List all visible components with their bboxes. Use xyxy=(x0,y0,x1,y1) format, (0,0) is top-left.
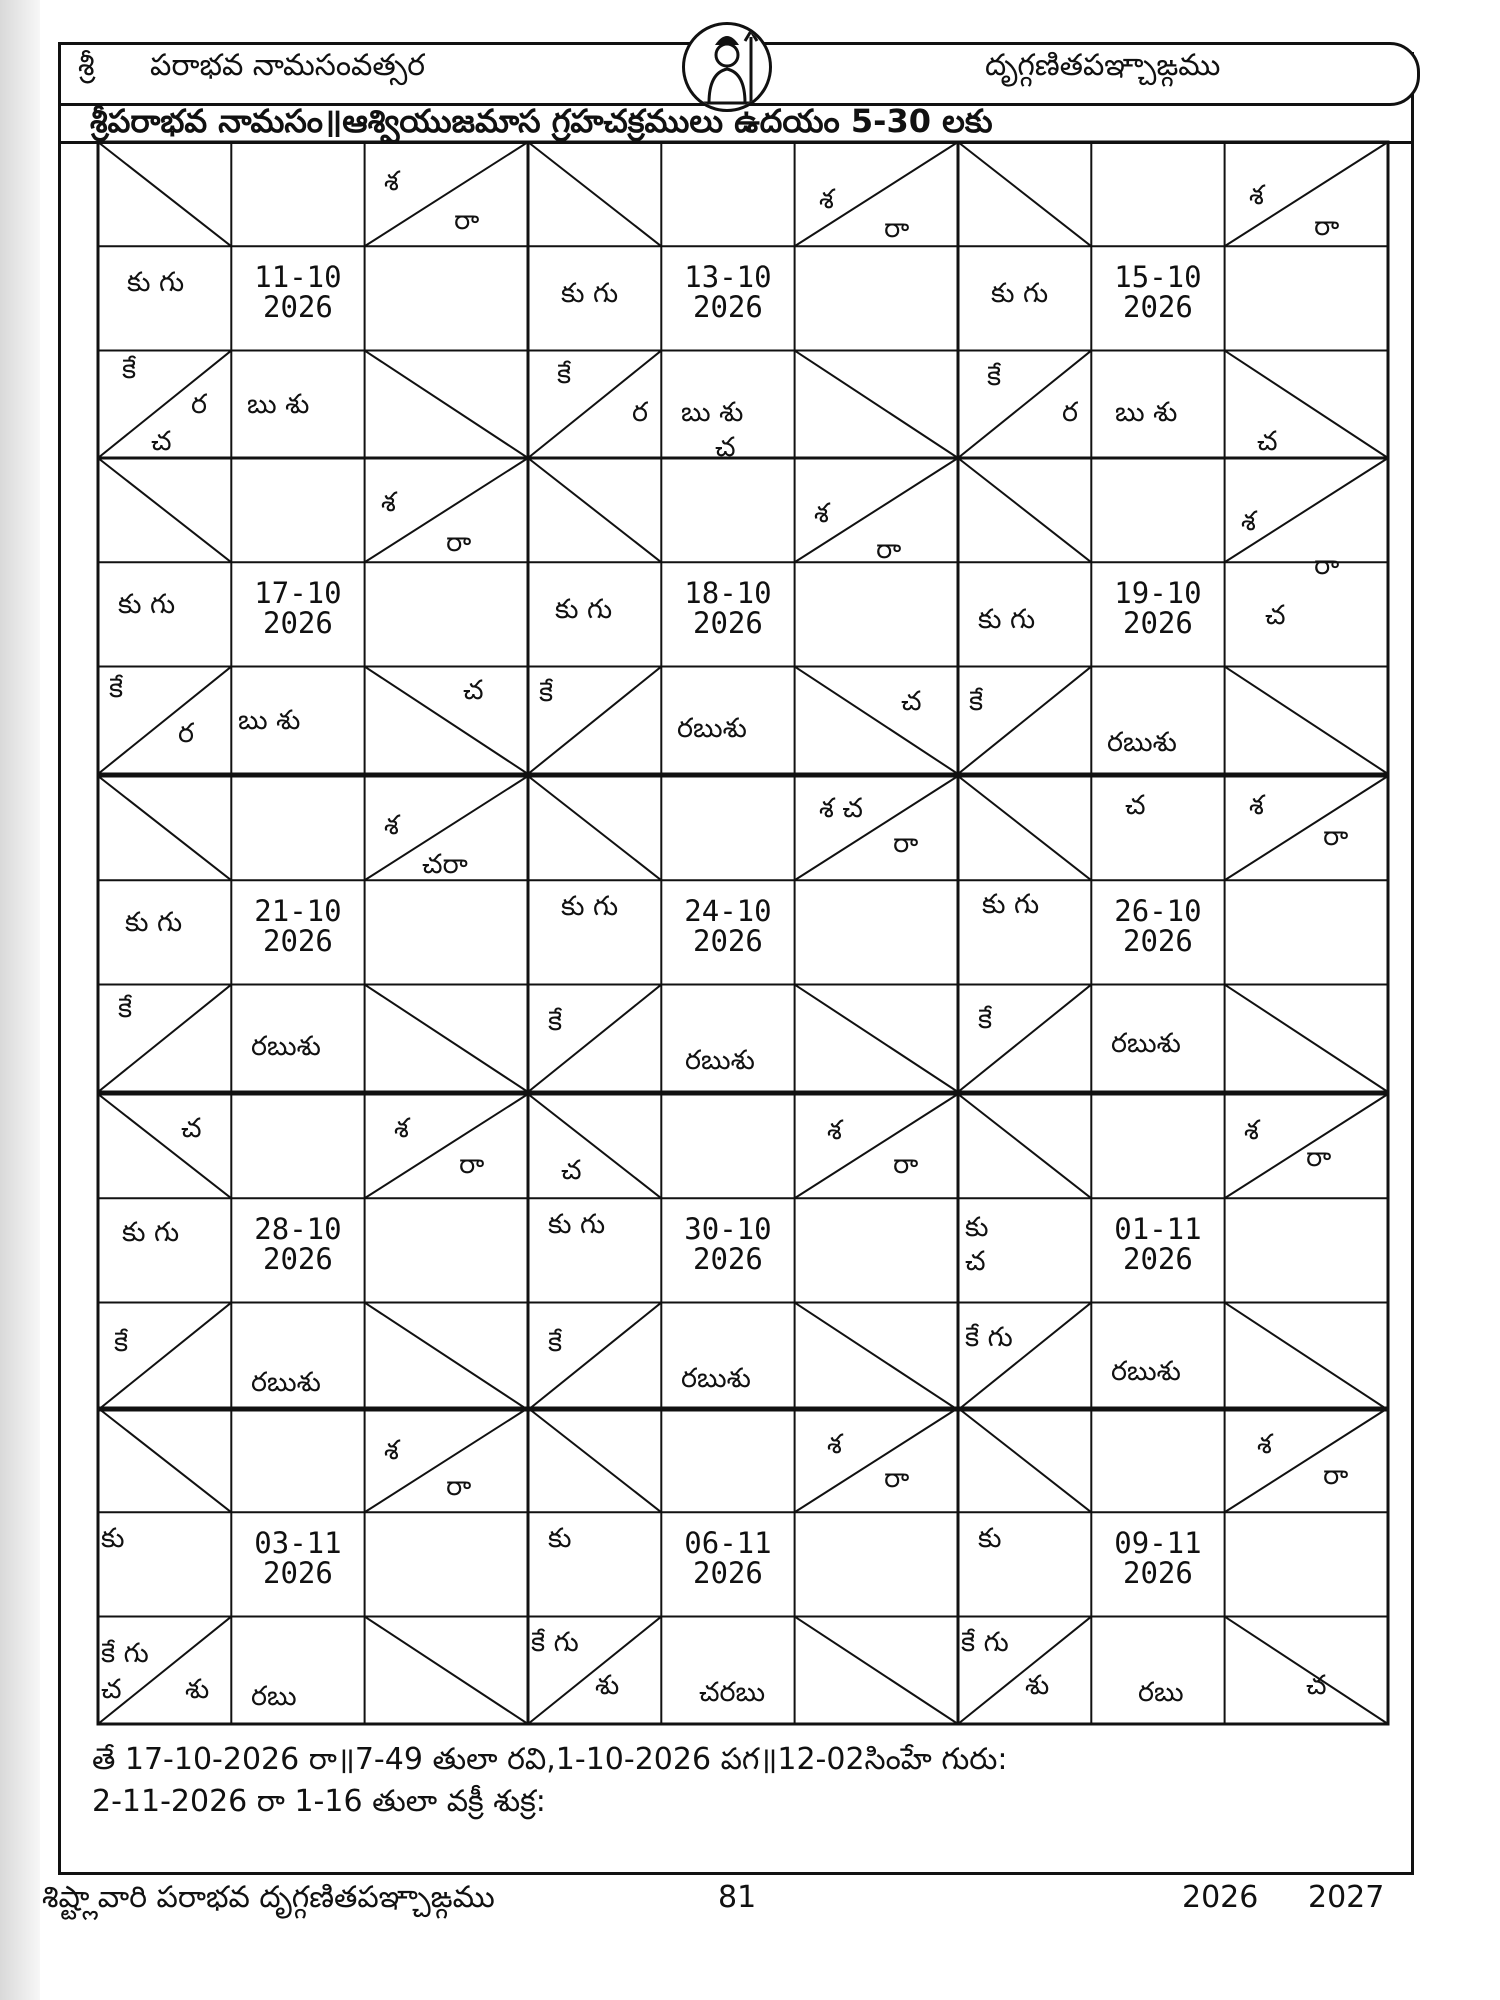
planet-label: శు xyxy=(1025,1670,1050,1701)
planet-label: కే xyxy=(122,354,137,385)
planet-label: రా xyxy=(1314,550,1340,581)
planet-label: చరా xyxy=(422,849,468,880)
planet-label: కు xyxy=(965,1212,989,1243)
chart-date-line1: 03-11 xyxy=(254,1526,342,1561)
chart-corner-diagonal xyxy=(1225,351,1388,458)
planet-label: కు గు xyxy=(127,267,185,298)
chart-8-date xyxy=(658,894,798,959)
chart-date-line2: 2026 xyxy=(693,1556,763,1591)
chart-corner-diagonal xyxy=(958,458,1091,562)
chart-date-line1: 06-11 xyxy=(684,1526,772,1561)
planet-label: శ xyxy=(384,810,399,841)
planet-label: రా xyxy=(454,205,480,236)
planet-label: కు xyxy=(548,1523,572,1554)
planet-label: రబుశు xyxy=(1111,1356,1181,1387)
chart-corner-diagonal xyxy=(795,1303,958,1410)
planet-label: రా xyxy=(459,1149,485,1180)
planet-label: కు గు xyxy=(548,1209,606,1240)
planet-label: ర xyxy=(191,389,208,420)
chart-date-line2: 2026 xyxy=(263,924,333,959)
chart-6-date xyxy=(1088,576,1228,641)
chart-corner-diagonal xyxy=(365,1094,528,1198)
chart-corner-diagonal xyxy=(795,1408,958,1512)
planet-label: కు గు xyxy=(555,594,613,625)
header-left-title: పరాభవ నామసంవత్సర xyxy=(150,48,426,83)
planet-label: చ xyxy=(463,675,484,706)
planet-label: శ xyxy=(827,1429,842,1460)
chart-5-date xyxy=(658,576,798,641)
chart-corner-diagonal xyxy=(795,351,958,458)
chart-corner-diagonal xyxy=(98,776,231,880)
planet-label: శు xyxy=(185,1674,210,1705)
chart-corner-diagonal xyxy=(958,985,1091,1092)
header-sri: శ్రీ xyxy=(78,48,95,83)
planet-label: చ xyxy=(1125,790,1146,821)
planet-label: కే xyxy=(109,673,124,704)
chart-12-date xyxy=(1088,1212,1228,1277)
chart-corner-diagonal xyxy=(528,1408,661,1512)
chart-10-date xyxy=(228,1212,368,1277)
planet-label: రా xyxy=(1306,1142,1332,1173)
planet-label: చ xyxy=(1257,426,1278,457)
planet-label: కు xyxy=(978,1523,1002,1554)
planet-label: శ xyxy=(814,498,829,529)
chart-date-line2: 2026 xyxy=(1123,1556,1193,1591)
chart-corner-diagonal xyxy=(98,1094,231,1198)
planet-label: బు శు xyxy=(247,389,310,420)
chart-4-date xyxy=(228,576,368,641)
planet-label: చ xyxy=(151,426,172,457)
chart-date-line2: 2026 xyxy=(1123,606,1193,641)
chart-date-line1: 01-11 xyxy=(1114,1212,1202,1247)
chart-3-date xyxy=(1088,260,1228,325)
planet-label: కు గు xyxy=(118,589,176,620)
chart-corner-diagonal xyxy=(795,776,958,880)
chart-corner-diagonal xyxy=(528,1094,661,1198)
planet-label: శ చ xyxy=(819,793,863,824)
planet-label: కే గు xyxy=(531,1627,579,1658)
chart-corner-diagonal xyxy=(98,1617,231,1724)
footer-year-start: 2026 xyxy=(1182,1880,1259,1915)
planet-label: బు శు xyxy=(238,705,301,736)
chart-corner-diagonal xyxy=(98,458,231,562)
chart-1-date xyxy=(228,260,368,325)
planet-label: శ xyxy=(1249,180,1264,211)
planet-label: చ xyxy=(1306,1670,1327,1701)
planet-label: కు xyxy=(101,1523,125,1554)
chart-14-date xyxy=(658,1526,798,1591)
planet-label: చ xyxy=(181,1113,202,1144)
note-line-1: తే 17-10-2026 రా॥7-49 తులా రవి,1-10-2026 పగ॥12-02సింహే గురు: xyxy=(92,1742,1008,1777)
chart-7-date xyxy=(228,894,368,959)
planet-label: చ xyxy=(561,1155,582,1186)
planet-label: రబుశు xyxy=(677,713,747,744)
planet-label: చ xyxy=(101,1674,122,1705)
chart-corner-diagonal xyxy=(958,1094,1091,1198)
planet-label: రబు xyxy=(1138,1677,1184,1708)
chart-corner-diagonal xyxy=(795,667,958,774)
chart-corner-diagonal xyxy=(958,1303,1091,1410)
chart-corner-diagonal xyxy=(1225,985,1388,1092)
planet-label: రబుశు xyxy=(1111,1028,1181,1059)
planet-label: శ xyxy=(1241,506,1256,537)
note-line-2: 2-11-2026 రా 1-16 తులా వక్రీ శుక్ర: xyxy=(92,1784,546,1819)
planet-label: ర xyxy=(178,718,195,749)
planet-label: కు గు xyxy=(991,278,1049,309)
planet-label: రా xyxy=(884,1463,910,1494)
chart-date-line2: 2026 xyxy=(693,606,763,641)
chart-date-line1: 21-10 xyxy=(254,894,342,929)
chart-corner-diagonal xyxy=(795,1094,958,1198)
chart-date-line1: 17-10 xyxy=(254,576,342,611)
chart-corner-diagonal xyxy=(365,985,528,1092)
planet-label: రా xyxy=(446,1471,472,1502)
chart-date-line2: 2026 xyxy=(263,1242,333,1277)
planet-label: కే గు xyxy=(965,1322,1013,1353)
chart-corner-diagonal xyxy=(1225,1303,1388,1410)
chart-corner-diagonal xyxy=(365,351,528,458)
planet-label: శ xyxy=(1244,1115,1259,1146)
planet-label: ర xyxy=(632,397,649,428)
chart-date-line1: 15-10 xyxy=(1114,260,1202,295)
chart-date-line2: 2026 xyxy=(693,290,763,325)
planet-label: కే xyxy=(978,1004,993,1035)
planet-label: రా xyxy=(1314,211,1340,242)
chart-date-line2: 2026 xyxy=(263,1556,333,1591)
planet-label: రబుశు xyxy=(1107,727,1177,758)
planet-label: రబుశు xyxy=(251,1367,321,1398)
planet-label: శ xyxy=(394,1113,409,1144)
planet-label: రా xyxy=(893,828,919,859)
planet-label: శ xyxy=(819,184,834,215)
chart-15-date xyxy=(1088,1526,1228,1591)
planet-label: బు శు xyxy=(681,397,744,428)
planet-label: కు గు xyxy=(561,891,619,922)
planet-label: కే xyxy=(987,361,1002,392)
chart-9-date xyxy=(1088,894,1228,959)
chart-date-line2: 2026 xyxy=(263,290,333,325)
chart-corner-diagonal xyxy=(1225,667,1388,774)
chart-corner-diagonal xyxy=(98,1408,231,1512)
planet-label: శ xyxy=(384,166,399,197)
planet-label: ర xyxy=(1062,397,1079,428)
chart-date-line2: 2026 xyxy=(1123,1242,1193,1277)
planet-label: రా xyxy=(1323,1460,1349,1491)
planet-label: శ xyxy=(1257,1429,1272,1460)
chart-corner-diagonal xyxy=(365,1303,528,1410)
planet-label: కే గు xyxy=(961,1627,1009,1658)
chart-13-date xyxy=(228,1526,368,1591)
planet-label: కు గు xyxy=(978,604,1036,635)
planet-label: రబుశు xyxy=(685,1045,755,1076)
planet-label: చ xyxy=(901,686,922,717)
chart-corner-diagonal xyxy=(528,142,661,246)
chart-corner-diagonal xyxy=(365,1617,528,1724)
planet-label: కే గు xyxy=(101,1638,149,1669)
planet-label: కే xyxy=(548,1006,563,1037)
planet-label: శ xyxy=(1249,790,1264,821)
planet-label: కే xyxy=(114,1327,129,1358)
planet-label: రా xyxy=(893,1149,919,1180)
planet-label: కు గు xyxy=(561,278,619,309)
chart-date-line1: 24-10 xyxy=(684,894,772,929)
planet-label: కు గు xyxy=(982,889,1040,920)
chart-date-line1: 26-10 xyxy=(1114,894,1202,929)
chart-date-line1: 28-10 xyxy=(254,1212,342,1247)
planet-label: బు శు xyxy=(1115,397,1178,428)
footer-publisher: శిష్ట్లావారి పరాభవ దృగ్గణితపఞ్చాఙ్గము xyxy=(42,1880,495,1915)
chart-corner-diagonal xyxy=(528,985,661,1092)
planet-label: కే xyxy=(118,993,133,1024)
planet-label: చ xyxy=(715,432,736,463)
planet-label: కు గు xyxy=(122,1217,180,1248)
planet-label: శ xyxy=(381,487,396,518)
header-right-title: దృగ్గణితపఞ్చాఙ్గము xyxy=(985,48,1221,83)
planet-label: చరబు xyxy=(699,1677,766,1708)
chart-date-line2: 2026 xyxy=(693,1242,763,1277)
chart-date-line2: 2026 xyxy=(263,606,333,641)
chart-date-line2: 2026 xyxy=(693,924,763,959)
chart-corner-diagonal xyxy=(1225,1408,1388,1512)
planet-label: రబుశు xyxy=(681,1363,751,1394)
planet-label: రబుశు xyxy=(251,1031,321,1062)
page-title: శ్రీపరాభవ నామసం॥ఆశ్వియుజమాస గ్రహచక్రములు ఉదయం 5-30 లకు xyxy=(90,102,993,140)
chart-corner-diagonal xyxy=(528,776,661,880)
chart-date-line2: 2026 xyxy=(1123,290,1193,325)
chart-date-line1: 11-10 xyxy=(254,260,342,295)
planet-label: రా xyxy=(884,213,910,244)
chart-date-line1: 19-10 xyxy=(1114,576,1202,611)
planet-label: కే xyxy=(548,1327,563,1358)
chart-corner-diagonal xyxy=(958,776,1091,880)
chart-corner-diagonal xyxy=(98,142,231,246)
chart-corner-diagonal xyxy=(958,142,1091,246)
chart-corner-diagonal xyxy=(528,458,661,562)
chart-date-line1: 30-10 xyxy=(684,1212,772,1247)
planet-label: శ xyxy=(384,1435,399,1466)
planet-label: రా xyxy=(1323,821,1349,852)
chart-date-line1: 18-10 xyxy=(684,576,772,611)
chart-corner-diagonal xyxy=(365,667,528,774)
planet-label: చ xyxy=(1265,600,1286,631)
chart-corner-diagonal xyxy=(795,1617,958,1724)
chart-date-line1: 09-11 xyxy=(1114,1526,1202,1561)
chart-date-line1: 13-10 xyxy=(684,260,772,295)
planet-label: కే xyxy=(557,359,572,390)
chart-date-line2: 2026 xyxy=(1123,924,1193,959)
chart-11-date xyxy=(658,1212,798,1277)
planet-label: రా xyxy=(876,534,902,565)
chart-corner-diagonal xyxy=(958,1408,1091,1512)
chart-corner-diagonal xyxy=(958,667,1091,774)
planet-label: చ xyxy=(965,1246,986,1277)
planet-label: శ xyxy=(827,1115,842,1146)
chart-2-date xyxy=(658,260,798,325)
planet-label: కు గు xyxy=(125,907,183,938)
footer-year-end: 2027 xyxy=(1308,1880,1385,1915)
planet-label: రా xyxy=(446,527,472,558)
planet-label: కే xyxy=(539,677,554,708)
planet-label: కే xyxy=(969,686,984,717)
chart-corner-diagonal xyxy=(795,985,958,1092)
planet-label: శు xyxy=(595,1670,620,1701)
footer-page-number: 81 xyxy=(718,1880,757,1915)
planet-label: రబు xyxy=(251,1681,297,1712)
